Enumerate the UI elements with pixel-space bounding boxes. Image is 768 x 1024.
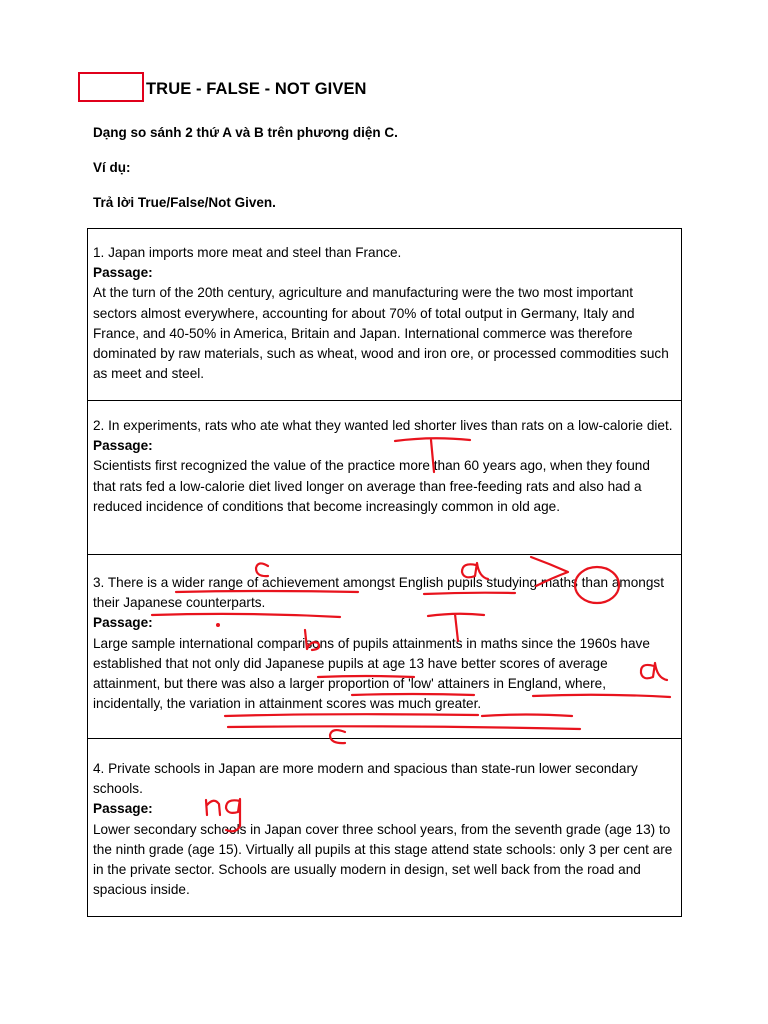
question-statement: 1. Japan imports more meat and steel than France.: [93, 245, 402, 260]
passage-text: Scientists first recognized the value of the practice more than 60 years ago, when they found that rats fed a low-calorie diet lived longer on average than free-feeding rats and also had a reduced incidence of conditions that become increasingly common in old age.: [93, 458, 650, 514]
question-cell-1: [93, 243, 675, 384]
question-statement: 3. There is a wider range of achievement amongst English pupils studying maths than amongst their Japanese counterparts.: [93, 575, 665, 611]
passage-label: Passage:: [93, 438, 153, 454]
question-cell-4: [93, 759, 675, 900]
intro-example-label: Ví dụ:: [93, 160, 131, 175]
intro-description: Dạng so sánh 2 thứ A và B trên phương diện C.: [93, 125, 398, 140]
question-row-1: [88, 229, 681, 401]
question-cell-3: [93, 573, 675, 714]
question-row-2: [88, 401, 681, 555]
intro-instruction: Trả lời True/False/Not Given.: [93, 195, 276, 210]
question-row-4: [88, 739, 681, 917]
question-row-3: [88, 555, 681, 739]
question-cell-2: [93, 416, 675, 517]
passage-label: Passage:: [93, 265, 153, 281]
question-statement: 2. In experiments, rats who ate what they wanted led shorter lives than rats on a low-calorie diet.: [93, 418, 673, 433]
passage-text: At the turn of the 20th century, agriculture and manufacturing were the two most important sectors almost everywhere, accounting for about 70% of total output in Germany, Italy and France, and 40-50% in America, Britain and Japan. International commerce was therefore dominated by raw materials, such as wheat, wood and iron ore, or processed commodities such as meet and steel.: [93, 285, 669, 382]
questions-table: [87, 228, 682, 917]
passage-label: Passage:: [93, 801, 153, 817]
passage-text: Lower secondary schools in Japan cover three school years, from the seventh grade (age 13) to the ninth grade (age 15). Virtually all pupils at this stage attend state schools: only 3 per cent are in the private sector. Schools are usually modern in design, set well back from the road and spacious inside.: [93, 821, 673, 898]
passage-text: Large sample international comparisons of pupils attainments in maths since the 1960s have established that not only did Japanese pupils at age 13 have better scores of average attainment, but there was also a larger proportion of 'low' attainers in England, where, incidentally, the variation in attainment scores was much greater.: [93, 635, 650, 712]
page-title: TRUE - FALSE - NOT GIVEN: [146, 80, 367, 98]
red-highlight-box: [78, 72, 144, 102]
passage-label: Passage:: [93, 615, 153, 631]
question-statement: 4. Private schools in Japan are more modern and spacious than state-run lower secondary schools.: [93, 761, 638, 797]
